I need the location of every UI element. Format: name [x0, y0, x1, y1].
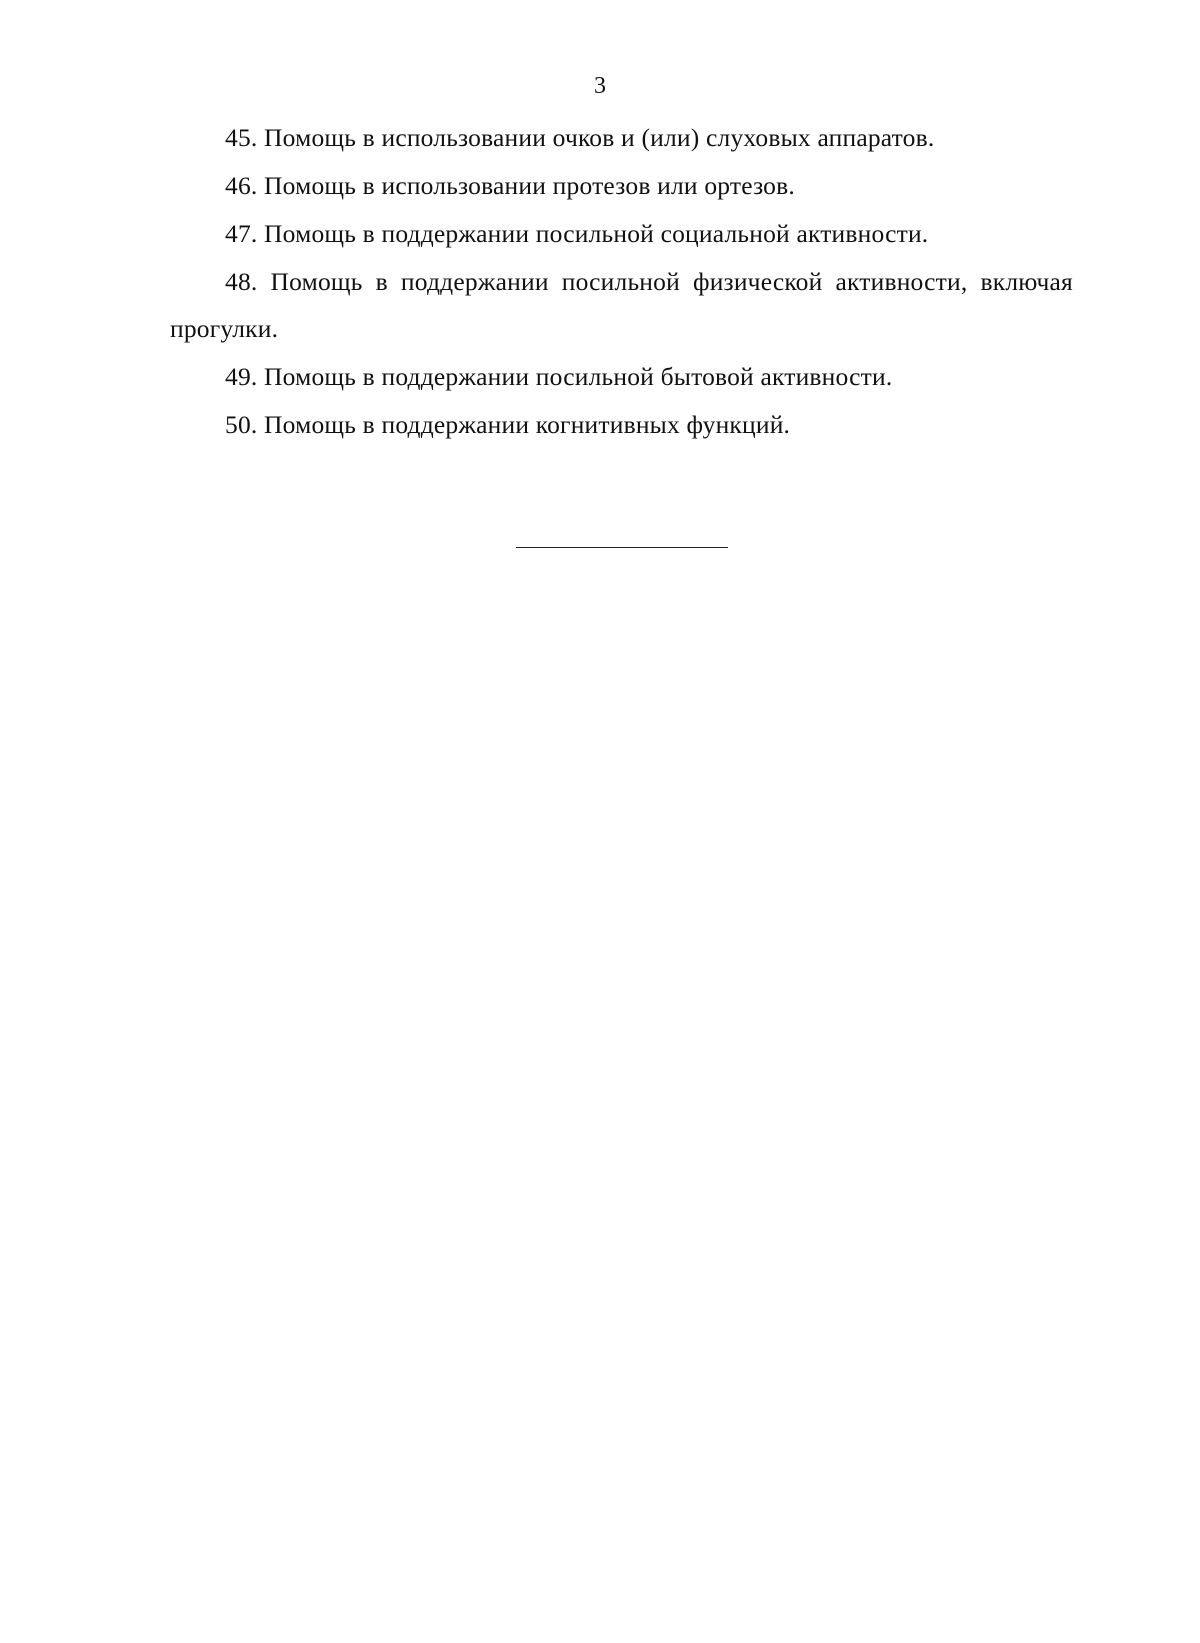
list-item: 50. Помощь в поддержании когнитивных функций. [225, 410, 791, 439]
end-divider [516, 547, 728, 548]
item-list [170, 124, 1073, 459]
list-item: 45. Помощь в использовании очков и (или) слуховых аппаратов. [225, 123, 935, 152]
list-item: 47. Помощь в поддержании посильной социальной активности. [225, 219, 929, 248]
list-item: 46. Помощь в использовании протезов или ортезов. [225, 171, 795, 200]
list-item: 48. Помощь в поддержании посильной физической активности, включая прогулки. [170, 267, 1073, 343]
page-number: 3 [594, 73, 606, 99]
list-item: 49. Помощь в поддержании посильной бытовой активности. [225, 362, 893, 391]
